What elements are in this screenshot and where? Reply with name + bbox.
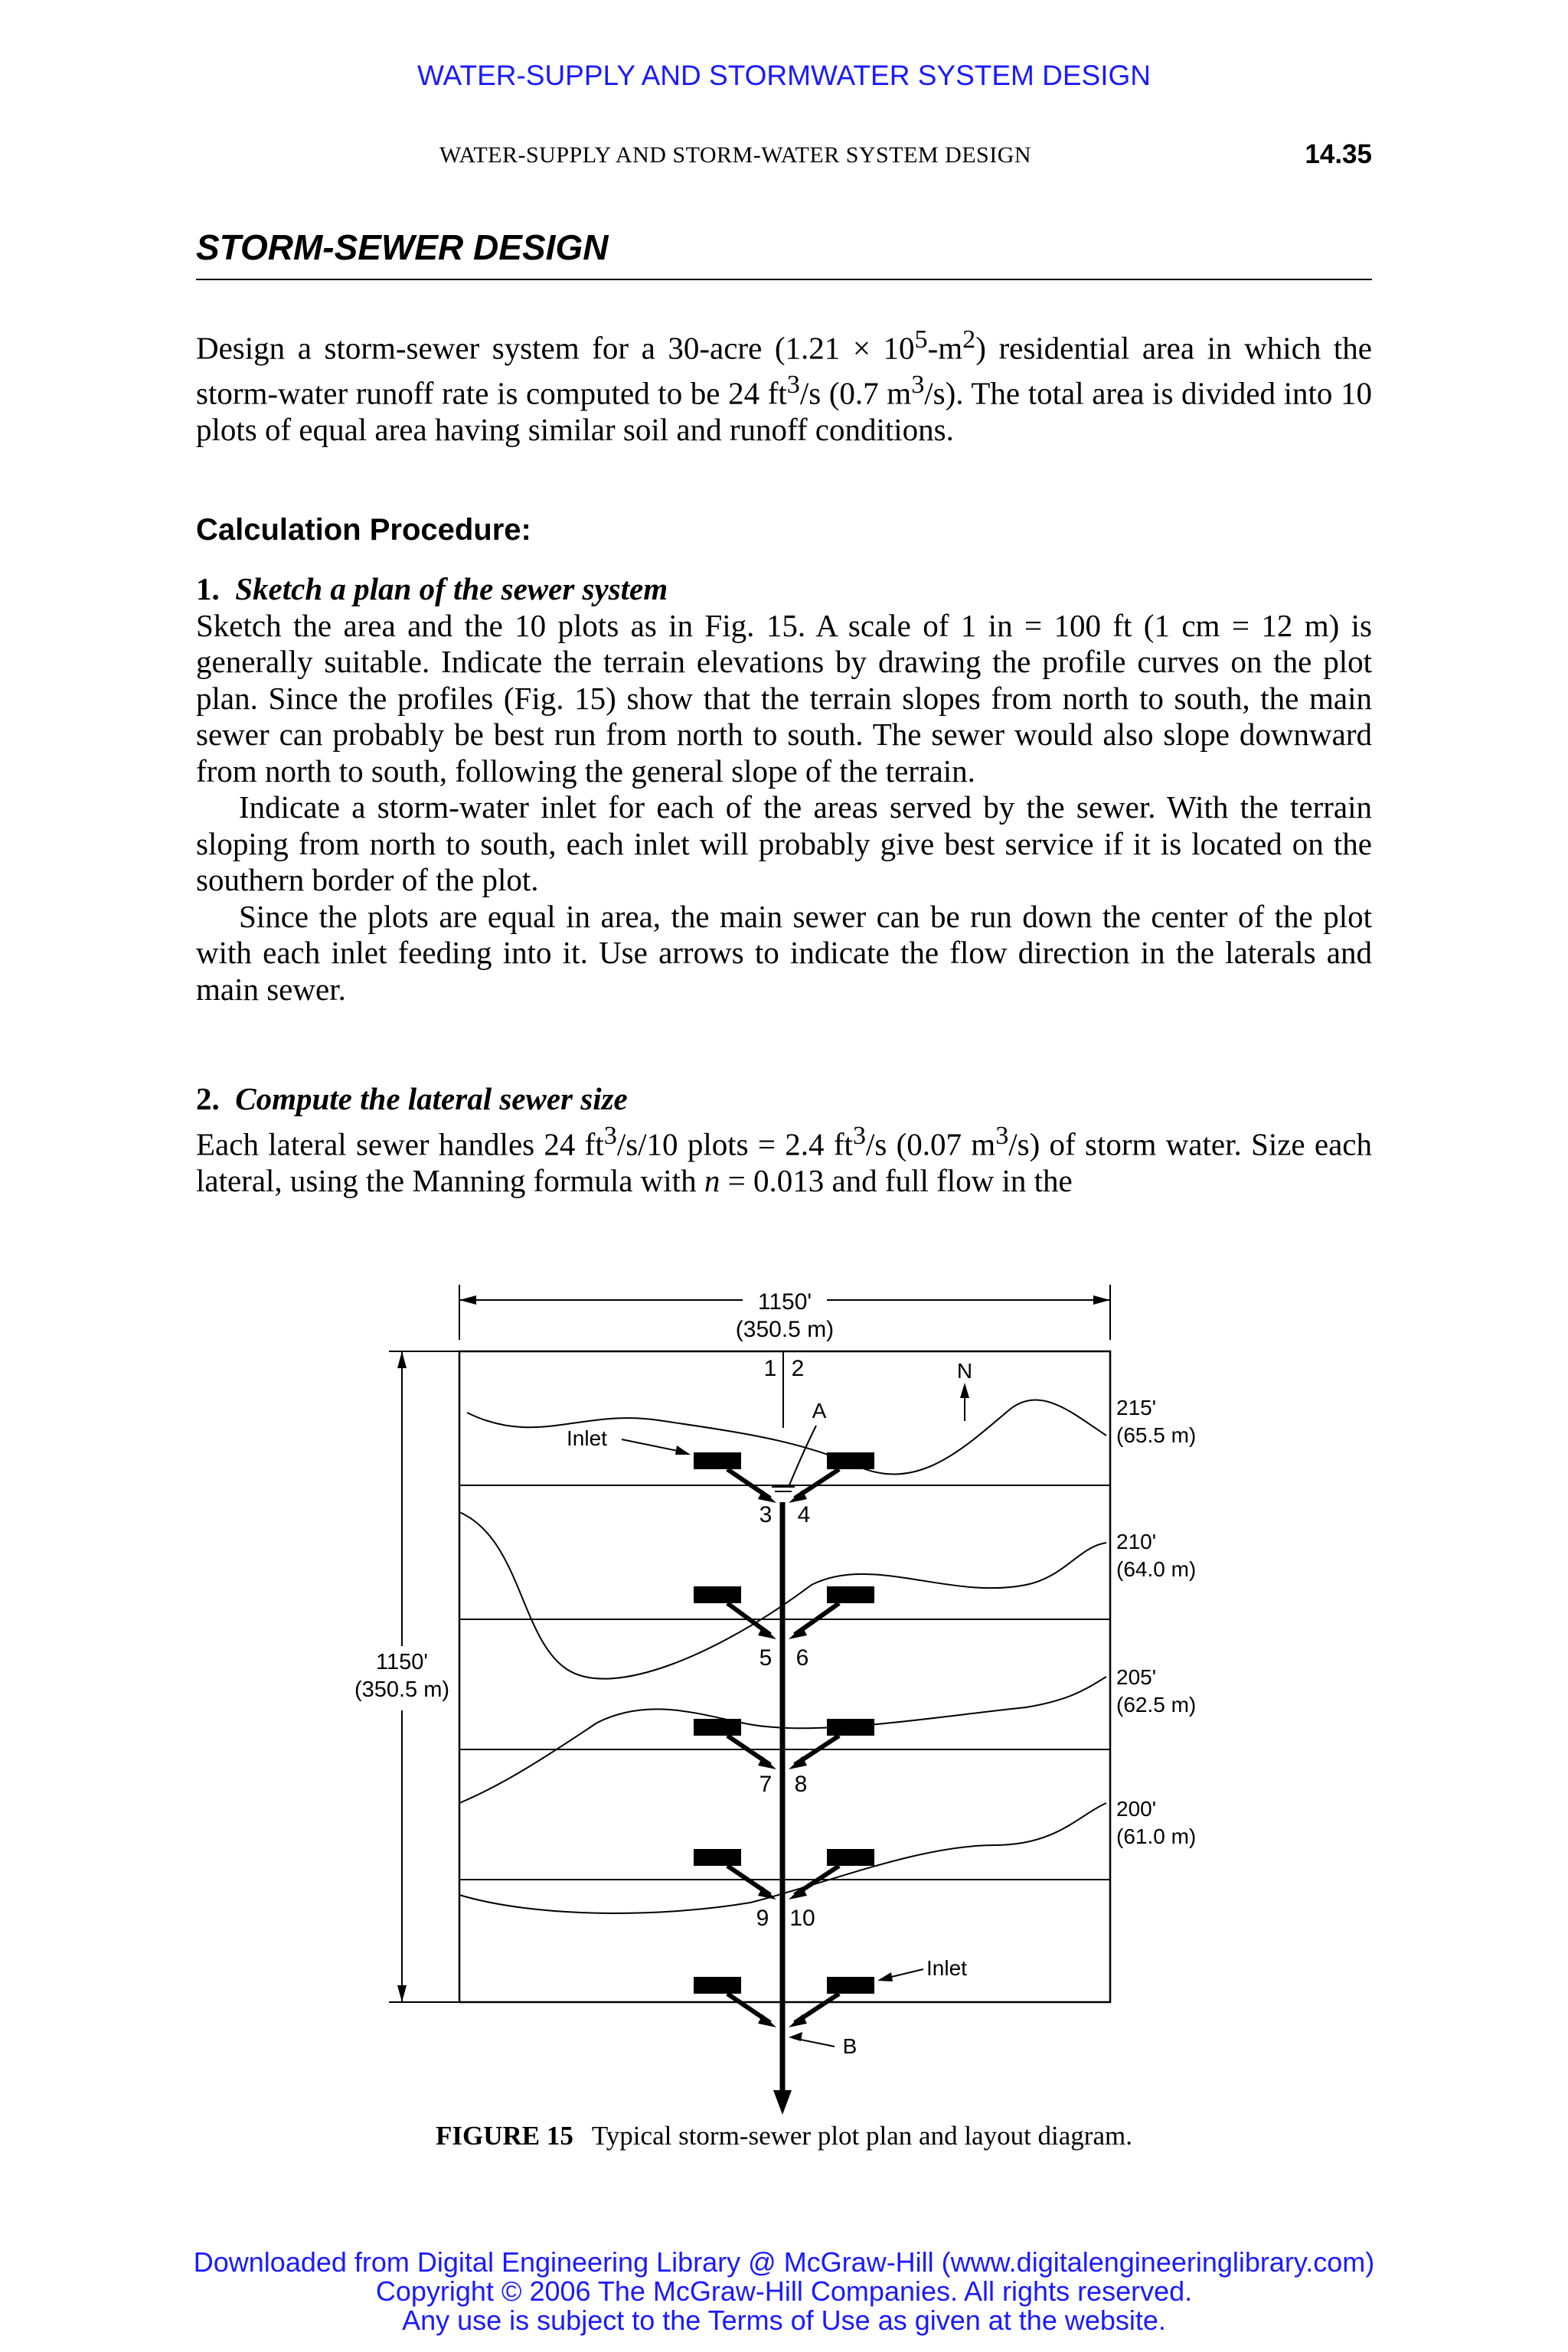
contour-label-ft: 205' — [1116, 1665, 1157, 1689]
inlet-block — [827, 1849, 874, 1866]
contour-label-m: (65.5 m) — [1116, 1423, 1197, 1447]
inlet-leader-top — [622, 1439, 685, 1452]
width-arrow-left — [459, 1295, 476, 1305]
step-2-heading: 2. Compute the lateral sewer size — [196, 1081, 628, 1116]
figure-caption-text: Typical storm-sewer plot plan and layout diagram. — [591, 2121, 1132, 2151]
north-label: N — [956, 1359, 973, 1383]
intro-paragraph: Design a storm-sewer system for a 30-acre $(1.21 \times 10^5-m^2)$ residential area in which the storm-water runoff rate is computed to be 24 $ft^3/s$ (0.7 $m^3/s$). The total area is divided into 10 plots of equal area having similar soil and runoff conditions. — [196, 325, 1372, 448]
step-1-paragraph-1: Sketch the area and the 10 plots as in Fig. 15. A scale of 1 in = 100 ft (1 cm = 12 m) is generally suitable. Indicate the terrain elevations by drawing the profile curves on the plot plan. Since the profiles (Fig. 15) show that the terrain slopes from north to south, the main sewer can probably be best run from north to south. The sewer would also slope downward from north to south, following the general slope of the terrain. — [196, 607, 1372, 789]
footer-copyright: Copyright © 2006 The McGraw-Hill Companies. All rights reserved. — [375, 2275, 1193, 2307]
plot-number: 1 — [763, 1356, 777, 1381]
inlet-block — [694, 1977, 741, 1994]
contour-label-m: (64.0 m) — [1116, 1557, 1197, 1581]
figure-label: FIGURE 15 — [436, 2121, 573, 2151]
plot-number: 5 — [759, 1645, 773, 1671]
plot-number: 10 — [789, 1906, 815, 1931]
step-1-paragraph-3: Since the plots are equal in area, the main sewer can be run down the center of the plot with each inlet feeding into it. Use arrows to indicate the flow direction in the laterals and main sewer. — [196, 898, 1372, 1007]
inlet-block — [694, 1849, 741, 1866]
inlet-block — [827, 1452, 874, 1469]
banner-title: WATER-SUPPLY AND STORMWATER SYSTEM DESIGN — [416, 60, 1151, 91]
step-2-paragraph: Each lateral sewer handles 24 $ft^3/s/10$ plots = 2.4 $ft^3/s$ (0.07 $m^3/s$) of storm water. Size each lateral, using the Manning formula with n = 0.013 and full flow in the — [196, 1121, 1372, 1198]
running-head: WATER-SUPPLY AND STORM-WATER SYSTEM DESIGN — [439, 142, 1032, 168]
plot-number: 9 — [756, 1906, 769, 1931]
contour-label-ft: 210' — [1116, 1530, 1157, 1553]
step-1-paragraph-2: Indicate a storm-water inlet for each of the areas served by the sewer. With the terrain sloping from north to south, each inlet will probably give best service if it is located on the southern border of the plot. — [196, 789, 1372, 897]
contour-label-m: (62.5 m) — [1116, 1693, 1197, 1717]
plot-number: 6 — [795, 1645, 809, 1671]
height-label-ft: 1150' — [376, 1650, 428, 1674]
footer-notice — [0, 2248, 1568, 2335]
step-2 — [196, 1081, 1372, 1199]
inlet-block — [694, 1586, 741, 1603]
point-a-label: A — [812, 1399, 827, 1423]
step-1 — [196, 571, 1372, 1008]
plot-number: 8 — [794, 1772, 808, 1797]
inlet-block — [827, 1719, 874, 1736]
width-arrow-right — [1093, 1295, 1110, 1305]
plot-number: 7 — [759, 1772, 773, 1797]
main-flow-arrow — [773, 2090, 792, 2115]
figure-caption — [0, 2121, 1568, 2151]
plot-number: 2 — [791, 1356, 805, 1381]
point-a-leader — [789, 1426, 816, 1487]
page-number: 14.35 — [1305, 139, 1372, 169]
inlet-block — [827, 1977, 874, 1994]
step-1-heading: 1. Sketch a plan of the sewer system — [196, 571, 668, 606]
plot-number: 4 — [797, 1502, 811, 1527]
contour-line-215 — [467, 1400, 1106, 1475]
title-rule — [196, 279, 1372, 280]
point-b-label: B — [842, 2034, 858, 2058]
sewer-layout-diagram — [337, 1263, 1256, 2121]
inlet-block — [827, 1586, 874, 1603]
plot-number: 3 — [759, 1502, 773, 1527]
width-label-ft: 1150' — [757, 1289, 812, 1315]
inlet-block — [694, 1452, 741, 1469]
footer-terms: Any use is subject to the Terms of Use as given at the website. — [402, 2305, 1166, 2336]
inlet-label-top: Inlet — [567, 1426, 607, 1450]
inlet-block — [694, 1719, 741, 1736]
inlet-label-bottom: Inlet — [926, 1956, 967, 1980]
calculation-heading: Calculation Procedure: — [196, 513, 531, 547]
contour-label-ft: 200' — [1116, 1797, 1157, 1821]
contour-label-ft: 215' — [1116, 1396, 1157, 1419]
footer-download-link[interactable]: Downloaded from Digital Engineering Library @ McGraw-Hill (www.digitalengineeringlibrary.com) — [193, 2246, 1375, 2278]
figure-15 — [337, 1263, 1256, 2121]
contour-label-m: (61.0 m) — [1116, 1824, 1197, 1848]
width-label-m: (350.5 m) — [735, 1317, 835, 1342]
height-label-m: (350.5 m) — [354, 1677, 450, 1702]
section-title: STORM-SEWER DESIGN — [196, 227, 609, 267]
